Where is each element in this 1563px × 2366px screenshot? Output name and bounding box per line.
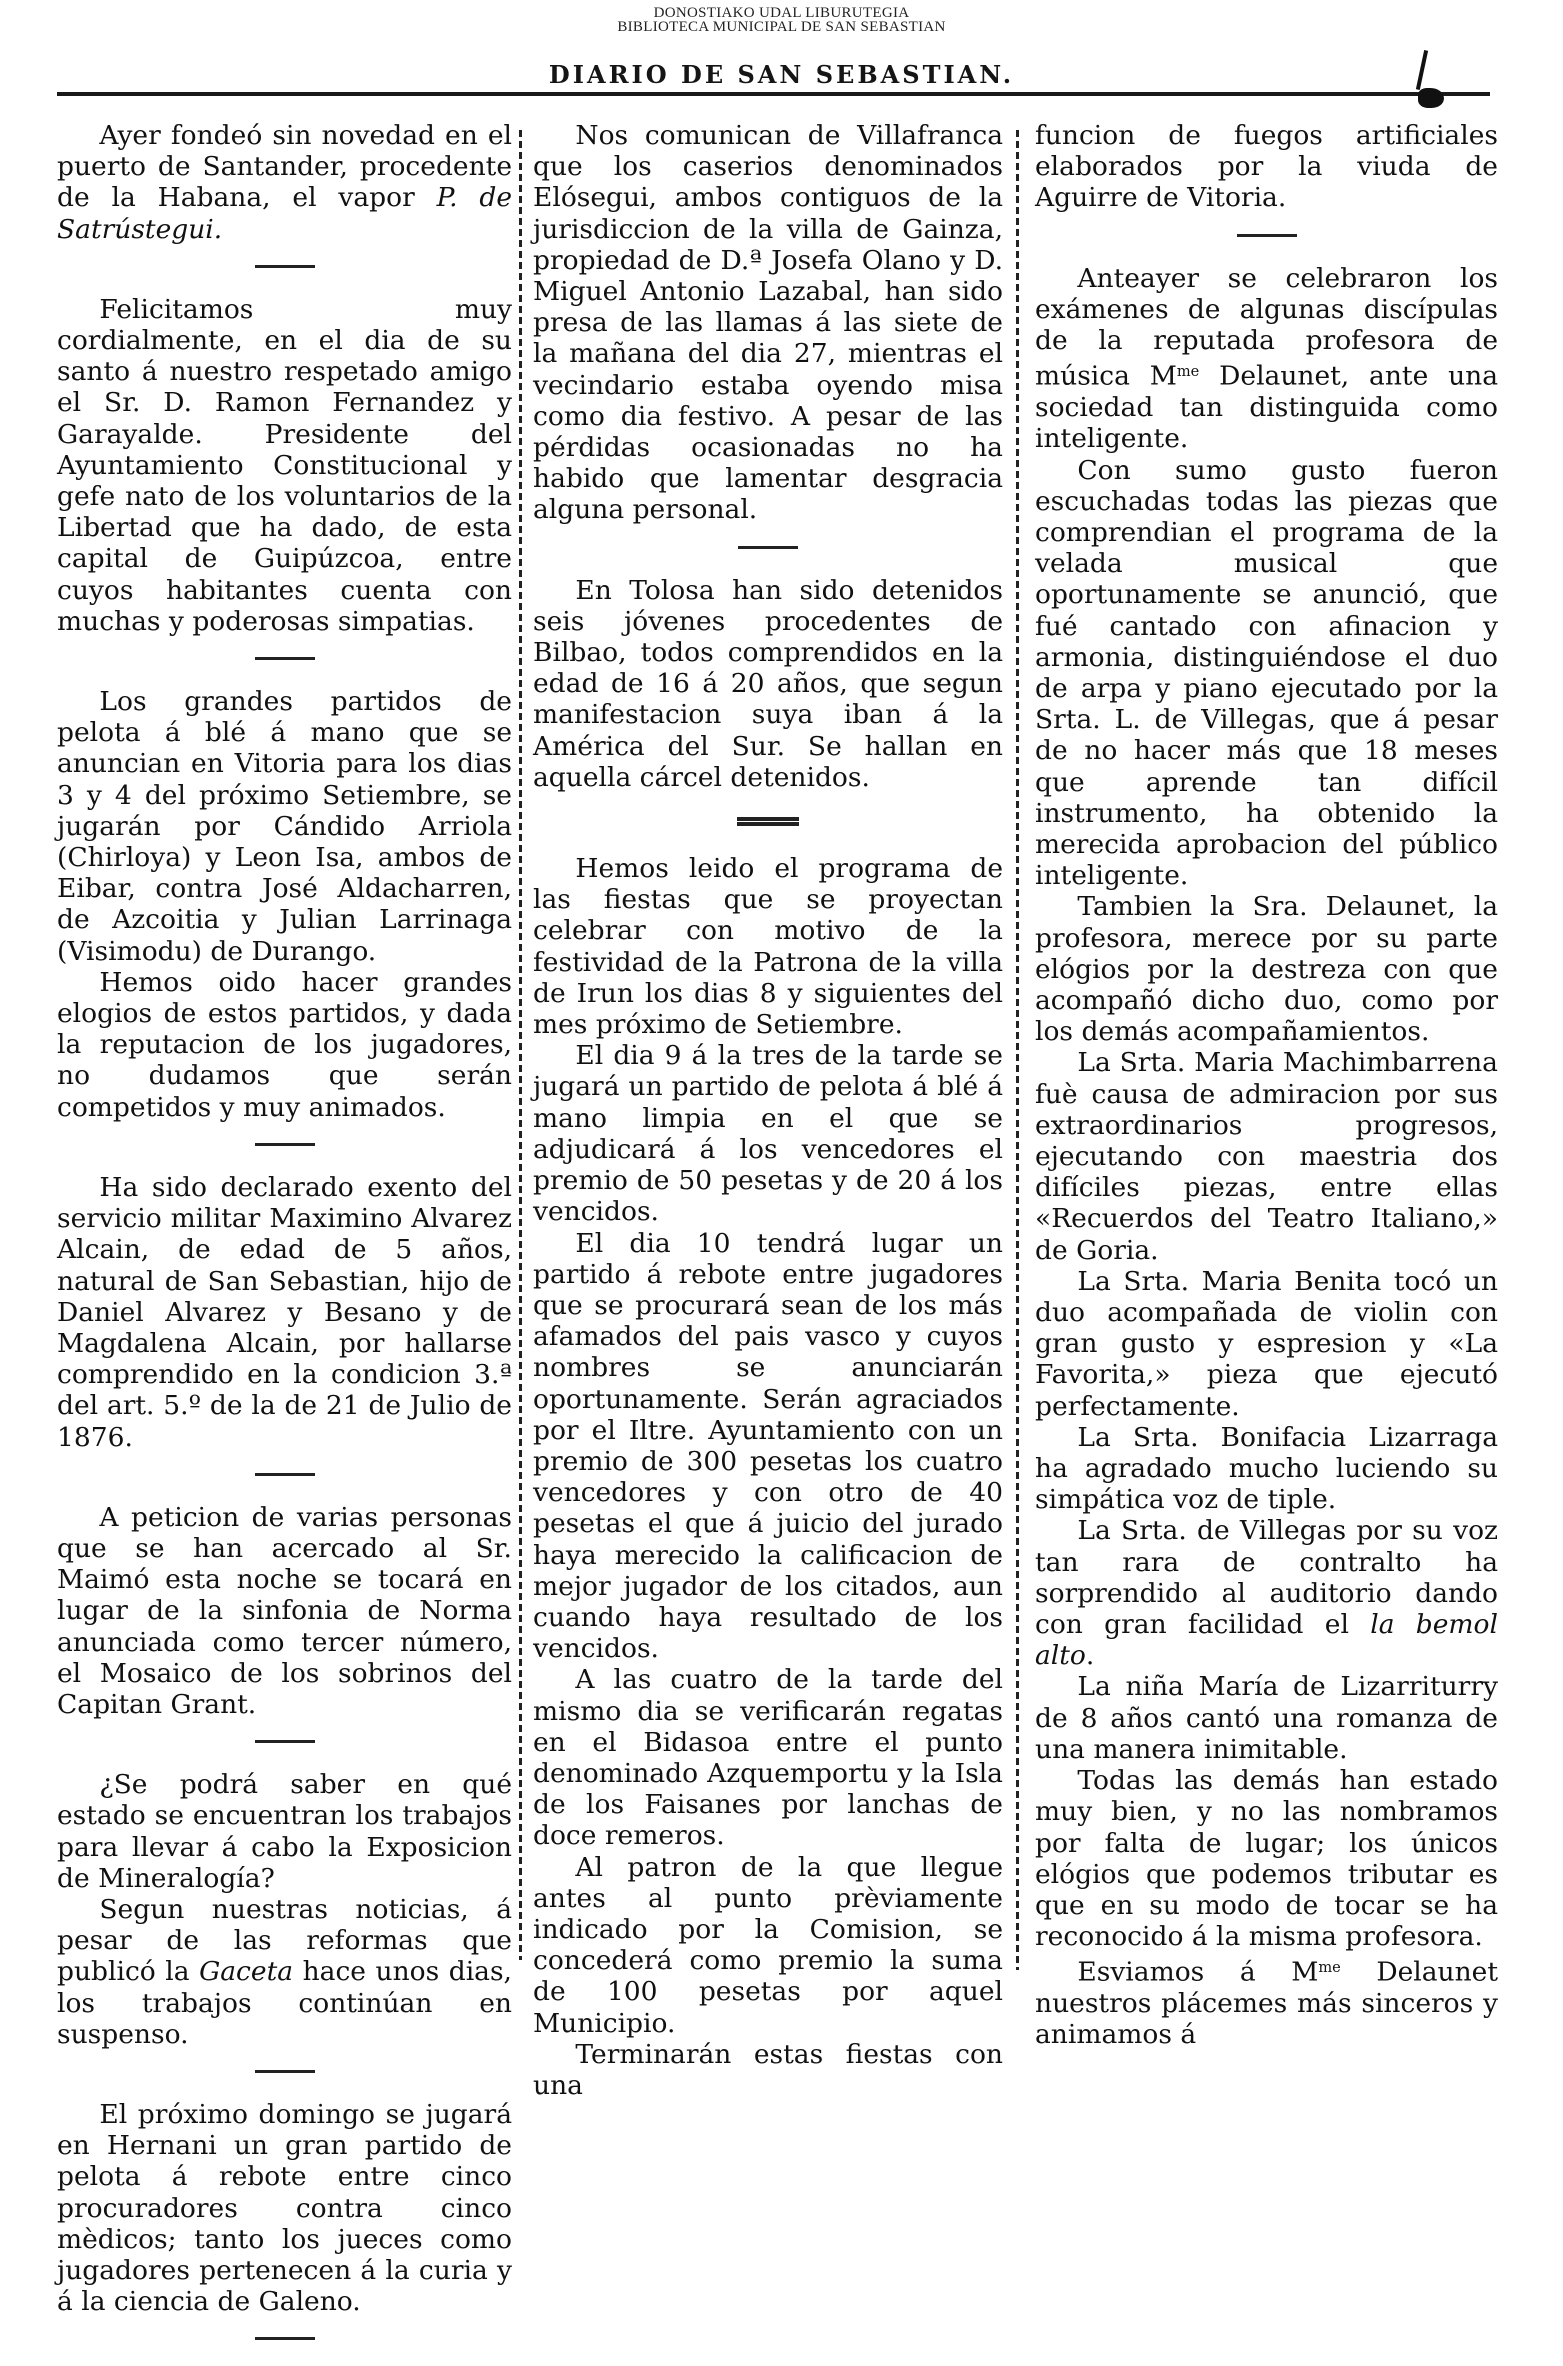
article-separator <box>255 1740 315 1743</box>
article-paragraph <box>57 686 512 967</box>
article-separator <box>737 817 799 821</box>
column-1 <box>57 120 512 2366</box>
article-separator <box>738 546 798 549</box>
paragraph-text: La Srta. Bonifacia Lizarraga ha agradado mucho luciendo su simpática voz de tiple. <box>1035 1421 1498 1516</box>
article-paragraph <box>57 1172 512 1453</box>
article-paragraph <box>1035 455 1498 892</box>
article-paragraph <box>1035 891 1498 1047</box>
column-divider-1 <box>519 130 522 1960</box>
article-paragraph <box>533 120 1003 526</box>
article-paragraph <box>533 1852 1003 2039</box>
article-paragraph <box>1035 263 1498 455</box>
library-name-basque: DONOSTIAKO UDAL LIBURUTEGIA <box>653 5 910 21</box>
article-paragraph <box>533 2039 1003 2101</box>
article-paragraph <box>57 2099 512 2317</box>
paragraph-text: Felicitamos muy cordialmente, en el dia de su santo á nuestro respetado amigo el Sr. D. Ramon Fernandez y Garayalde. Presidente del Ayuntamiento Constitucional y gefe nato de los voluntarios de la Libertad que ha dado, de esta capital de Guipúzcoa, entre cuyos habitantes cuenta con muchas y poderosas simpatias. <box>57 293 512 637</box>
superscript-text: me <box>1318 1959 1341 1977</box>
article-separator <box>255 2070 315 2073</box>
article-separator <box>255 657 315 660</box>
article-separator <box>255 265 315 268</box>
paragraph-text: La Srta. Maria Machimbarrena fuè causa de admiracion por sus extraordinarios progresos, ejecutando con maestria dos difíciles piezas, entre ellas «Recuerdos del Teatro Italiano,» de Goria. <box>1035 1047 1498 1266</box>
paragraph-text: Terminarán estas fiestas con una <box>533 2038 1003 2101</box>
paragraph-text-tail: hace unos dias, los trabajos continúan en suspenso. <box>57 1956 512 2050</box>
paragraph-text: funcion de fuegos artificiales elaborados por la viuda de Aguirre de Vitoria. <box>1035 120 1498 214</box>
article-paragraph <box>57 294 512 637</box>
article-separator <box>1237 234 1297 237</box>
paragraph-text: Todas las demás han estado muy bien, y no las nombramos por falta de lugar; los únicos elógios que podemos tributar es que en su modo de tocar se ha reconocido á la misma profesora. <box>1035 1765 1498 1953</box>
article-paragraph <box>1035 1266 1498 1422</box>
article-paragraph <box>1035 120 1498 214</box>
paragraph-text: Hemos oido hacer grandes elogios de estos partidos, y dada la reputacion de los jugadores, no dudamos que serán competidos y muy animados. <box>57 966 512 1123</box>
paragraph-text: La Srta. de Villegas por su voz tan rara de contralto ha sorprendido al auditorio dando con gran facilidad el <box>1035 1515 1498 1641</box>
paragraph-text: Al patron de la que llegue antes al punto prèviamente indicado por la Comision, se concederá como premio la suma de 100 pesetas por aquel Municipio. <box>533 1851 1003 2039</box>
paragraph-text: En Tolosa han sido detenidos seis jóvenes procedentes de Bilbao, todos comprendidos en la edad de 16 á 20 años, que segun manifestacion suya iban á la América del Sur. Se hallan en aquella cárcel detenidos. <box>533 574 1003 793</box>
article-paragraph <box>57 967 512 1123</box>
article-paragraph <box>1035 1047 1498 1265</box>
paragraph-text-tail: . <box>1085 1640 1095 1672</box>
italic-text: Gaceta <box>199 1956 294 1988</box>
article-paragraph <box>533 1040 1003 1227</box>
paragraph-text: El dia 10 tendrá lugar un partido á rebote entre jugadores que se procurará sean de los más afamados del pais vasco y cuyos nombres se anunciarán oportunamente. Serán agraciados por el Iltre. Ayuntamiento con un premio de 300 pesetas los cuatro vencedores y con otro de 40 pesetas el que á juicio del jurado haya merecido la calificacion de mejor jugador de los citados, aun cuando haya resultado de los vencidos. <box>533 1227 1003 1665</box>
newspaper-masthead: DIARIO DE SAN SEBASTIAN. <box>548 60 1015 89</box>
column-divider-2 <box>1016 130 1019 1970</box>
header-rule <box>57 92 1490 96</box>
paragraph-text: Ayer fondeó sin novedad en el puerto de Santander, procedente de la Habana, el vapor <box>57 120 512 214</box>
paragraph-text: Hemos leido el programa de las fiestas que se proyectan celebrar con motivo de la festividad de la Patrona de la villa de Irun los dias 8 y siguientes del mes próximo de Setiembre. <box>533 853 1003 1041</box>
article-paragraph <box>57 1769 512 1894</box>
article-paragraph <box>1035 1671 1498 1765</box>
paragraph-text-tail: Delaunet, ante una sociedad tan distinguida como inteligente. <box>1035 360 1499 455</box>
column-2 <box>533 120 1003 2101</box>
paragraph-text: La niña María de Lizarriturry de 8 años cantó una romanza de una manera inimitable. <box>1035 1671 1498 1765</box>
paragraph-text: Con sumo gusto fueron escuchadas todas las piezas que comprendian el programa de la velada musical que oportunamente se anunció, que fué cantado con afinacion y armonia, distinguiéndose el duo de arpa y piano ejecutado por la Srta. L. de Villegas, que á pesar de no hacer más que 18 meses que aprende tan difícil instrumento, ha obtenido la merecida aprobacion del público inteligente. <box>1035 454 1498 892</box>
article-paragraph <box>57 1894 512 2050</box>
article-paragraph <box>1035 1422 1498 1516</box>
article-paragraph <box>1035 1952 1498 2050</box>
article-paragraph <box>533 1664 1003 1851</box>
paragraph-text: Tambien la Sra. Delaunet, la profesora, merece por su parte elógios por la destreza con que acompañó dicho duo, como por los demás acompañamientos. <box>1035 891 1498 1048</box>
paragraph-text: A las cuatro de la tarde del mismo dia se verificarán regatas en el Bidasoa entre el punto denominado Azquemportu y la Isla de los Faisanes por lanchas de doce remeros. <box>533 1664 1003 1852</box>
column-3 <box>1035 120 1498 2051</box>
superscript-text: me <box>1176 363 1200 381</box>
paragraph-text: La Srta. Maria Benita tocó un duo acompañada de violin con gran gusto y espresion y «La Favorita,» pieza que ejecutó perfectamente. <box>1035 1265 1498 1422</box>
article-paragraph <box>533 1228 1003 1665</box>
paragraph-text: El próximo domingo se jugará en Hernani un gran partido de pelota á rebote entre cinco procuradores contra cinco mèdicos; tanto los jueces como jugadores pertenecen á la curia y á la ciencia de Galeno. <box>57 2098 512 2318</box>
article-separator <box>255 1473 315 1476</box>
article-paragraph <box>1035 1515 1498 1671</box>
paragraph-text: El dia 9 á la tres de la tarde se jugará un partido de pelota á blé á mano limpia en el que se adjudicará á los vencedores el premio de 50 pesetas y de 20 á los vencidos. <box>533 1040 1003 1228</box>
italic-text: la bemol alto <box>1035 1609 1498 1672</box>
paragraph-text-tail: Delaunet nuestros plácemes más sinceros y animamos á <box>1035 1957 1498 2051</box>
paragraph-text: Segun nuestras noticias, á pesar de las reformas que publicó la <box>57 1893 512 1988</box>
paragraph-text: Nos comunican de Villafranca que los caserios denominados Elósegui, ambos contiguos de la jurisdiccion de la villa de Gainza, propiedad de D.ª Josefa Olano y D. Miguel Antonio Lazabal, han sido presa de las llamas á las siete de la mañana del dia 27, mientras el vecindario estaba oyendo misa como dia festivo. A pesar de las pérdidas ocasionadas no ha habido que lamentar desgracia alguna personal. <box>533 120 1003 526</box>
paragraph-text: ¿Se podrá saber en qué estado se encuentran los trabajos para llevar á cabo la Exposicion de Mineralogía? <box>57 1769 512 1894</box>
paragraph-text: Ha sido declarado exento del servicio militar Maximino Alvarez Alcain, de edad de 5 años, natural de San Sebastian, hijo de Daniel Alvarez y Besano y de Magdalena Alcain, por hallarse comprendido en la condicion 3.ª del art. 5.º de la de 21 de Julio de 1876. <box>57 1171 512 1453</box>
italic-text: P. de Satrústegui. <box>57 182 512 245</box>
article-paragraph <box>57 1502 512 1720</box>
article-paragraph <box>57 120 512 245</box>
paragraph-text: Anteayer se celebraron los exámenes de algunas discípulas de la reputada profesora de música M <box>1035 262 1498 392</box>
paragraph-text: A peticion de varias personas que se han acercado al Sr. Maimó esta noche se tocará en lugar de la sinfonia de Norma anunciada como tercer número, el Mosaico de los sobrinos del Capitan Grant. <box>57 1501 512 1720</box>
ink-blot <box>1418 88 1444 108</box>
paragraph-text: Esviamos á M <box>1077 1957 1319 1989</box>
article-separator <box>255 1143 315 1146</box>
article-separator <box>255 2337 315 2340</box>
paragraph-text: Los grandes partidos de pelota á blé á mano que se anuncian en Vitoria para los dias 3 y 4 del próximo Setiembre, se jugarán por Cándido Arriola (Chirloya) y Leon Isa, ambos de Eibar, contra José Aldacharren, de Azcoitia y Julian Larrinaga (Visimodu) de Durango. <box>57 686 512 967</box>
article-paragraph <box>1035 1765 1498 1952</box>
article-paragraph <box>533 853 1003 1040</box>
library-name-spanish: BIBLIOTECA MUNICIPAL DE SAN SEBASTIAN <box>617 19 946 35</box>
article-paragraph <box>533 575 1003 793</box>
